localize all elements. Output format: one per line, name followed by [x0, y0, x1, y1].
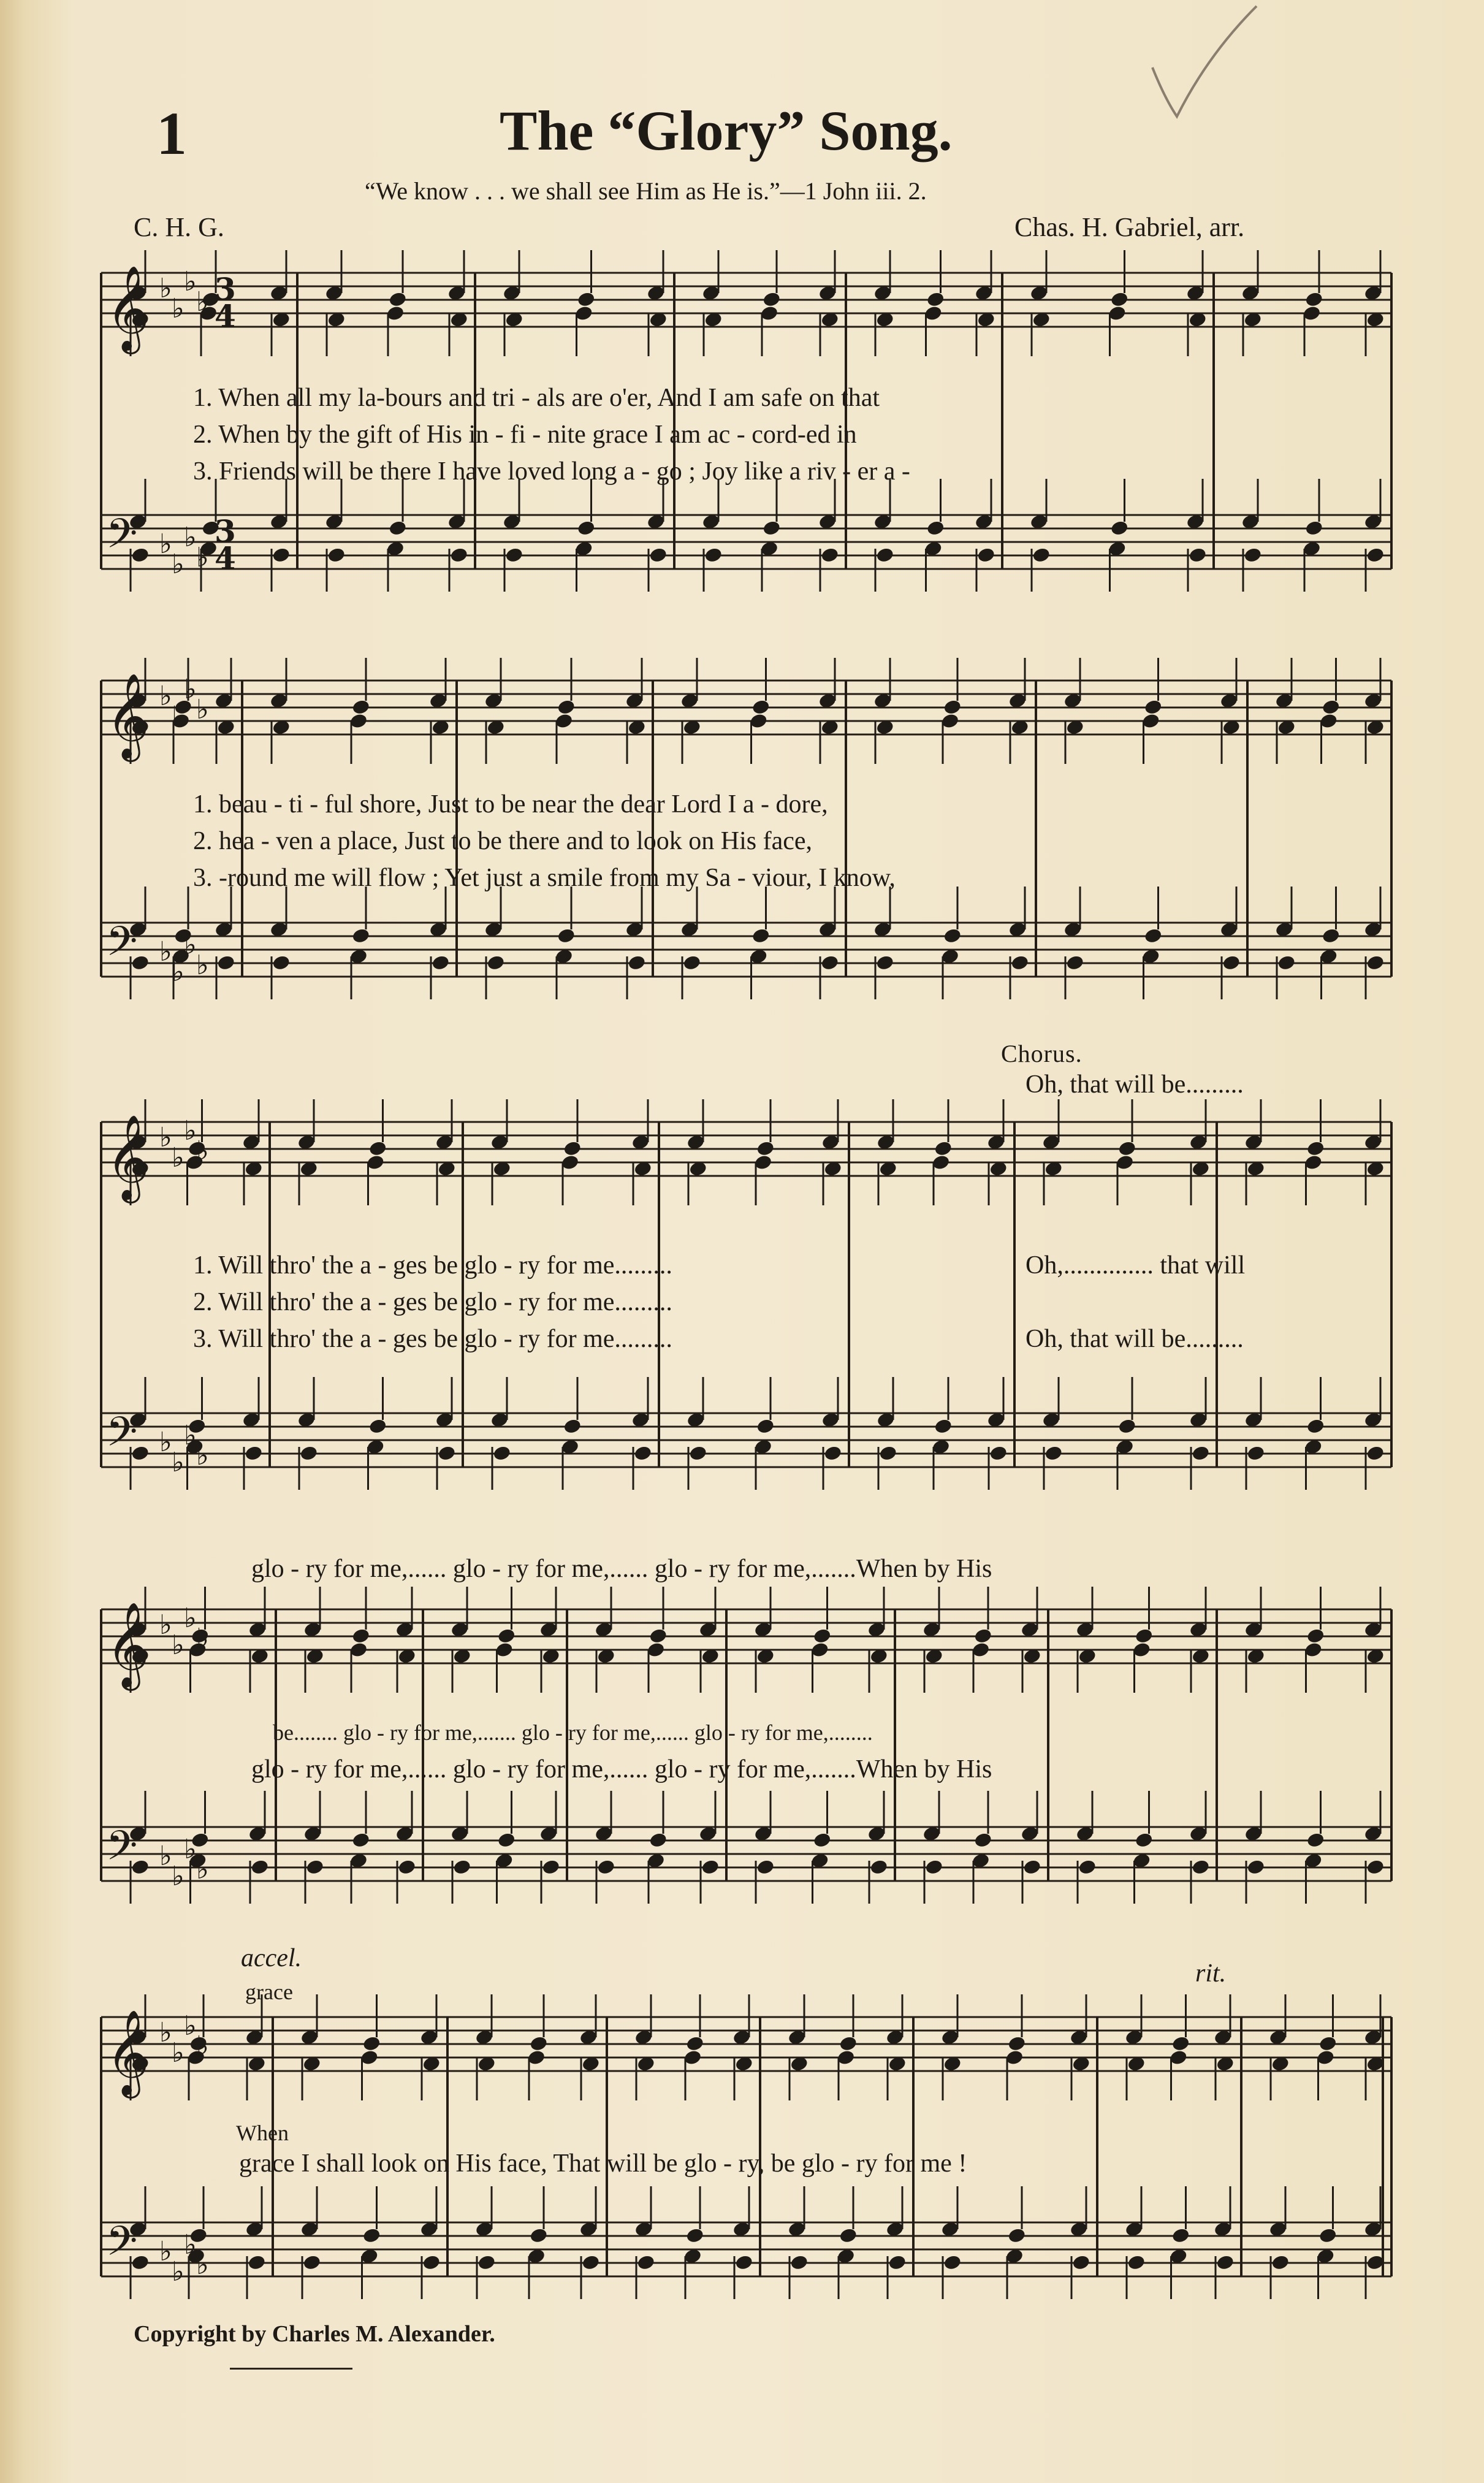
note-head: [1271, 2254, 1290, 2271]
note-head: [216, 954, 235, 971]
note-head: [934, 1140, 953, 1157]
rit-marking: rit.: [1195, 1959, 1227, 1988]
flat-icon: ♭: [159, 936, 172, 967]
note-head: [449, 546, 468, 563]
note-head: [685, 2227, 704, 2244]
flat-icon: ♭: [159, 681, 172, 712]
note-head: [839, 2227, 858, 2244]
note-head: [943, 927, 962, 944]
flat-icon: ♭: [196, 542, 209, 573]
note-head: [1366, 1858, 1385, 1875]
note-head: [596, 1858, 615, 1875]
bass-clef-icon: 𝄢: [106, 510, 138, 567]
flat-icon: ♭: [172, 1447, 185, 1478]
note-head: [875, 954, 894, 971]
note-head: [250, 1858, 269, 1875]
note-head: [1032, 546, 1051, 563]
time-signature: 3: [215, 271, 236, 307]
note-head: [1304, 519, 1323, 536]
note-head: [943, 2254, 962, 2271]
note-head: [1110, 291, 1129, 308]
note-head: [1144, 927, 1163, 944]
note-head: [756, 1417, 775, 1435]
treble-clef-icon: 𝄞: [106, 673, 150, 758]
note-head: [1110, 519, 1129, 536]
note-head: [1007, 2035, 1026, 2052]
note-head: [1071, 2254, 1090, 2271]
note-head: [869, 1858, 888, 1875]
flat-icon: ♭: [159, 1840, 172, 1872]
note-head: [577, 291, 596, 308]
note-head: [734, 2254, 753, 2271]
lyric-line: 3. Will thro' the a - ges be glo - ry for me.........: [193, 1325, 672, 1353]
note-head: [581, 2254, 600, 2271]
lyric-line: glo - ry for me,...... glo - ry for me,...... glo - ry for me,.......When by His: [251, 1555, 992, 1583]
note-head: [790, 2254, 809, 2271]
time-signature: 4: [215, 298, 236, 334]
note-head: [351, 927, 370, 944]
note-head: [633, 1444, 652, 1462]
bass-clef-icon: 𝄢: [106, 2218, 138, 2275]
treble-clef-icon: 𝄞: [106, 1602, 150, 1687]
lyric-line: glo - ry for me,...... glo - ry for me,...... glo - ry for me,.......When by His: [251, 1755, 992, 1783]
note-head: [1222, 954, 1241, 971]
flat-icon: ♭: [159, 2236, 172, 2267]
lyric-line: 2. hea - ven a place, Just to be there and to look on His face,: [193, 827, 812, 855]
note-head: [351, 1831, 370, 1848]
note-head: [497, 1831, 516, 1848]
note-head: [529, 2227, 548, 2244]
note-head: [839, 2035, 858, 2052]
note-head: [1117, 1140, 1136, 1157]
flat-icon: ♭: [184, 674, 197, 705]
note-head: [924, 1858, 943, 1875]
lyric-line: 1. Will thro' the a - ges be glo - ry for me.........: [193, 1251, 672, 1280]
hymn-title: The “Glory” Song.: [500, 99, 953, 162]
note-head: [813, 1831, 832, 1848]
note-head: [1366, 954, 1385, 971]
epigraph: “We know . . . we shall see Him as He is.”—1 John iii. 2.: [365, 177, 927, 205]
note-head: [504, 546, 523, 563]
flat-icon: ♭: [184, 2010, 197, 2042]
note-head: [368, 1417, 387, 1435]
flat-icon: ♭: [184, 1115, 197, 1146]
note-head: [762, 519, 781, 536]
note-head: [557, 927, 576, 944]
note-head: [875, 546, 894, 563]
note-head: [1171, 2227, 1190, 2244]
flat-icon: ♭: [184, 266, 197, 297]
note-head: [272, 546, 291, 563]
flat-icon: ♭: [184, 1420, 197, 1451]
note-head: [878, 1444, 897, 1462]
note-head: [934, 1417, 953, 1435]
treble-clef-icon: 𝄞: [106, 2010, 150, 2095]
note-head: [1065, 954, 1084, 971]
note-head: [529, 2035, 548, 2052]
note-head: [244, 1444, 263, 1462]
note-head: [682, 954, 701, 971]
note-head: [1022, 1858, 1041, 1875]
flat-icon: ♭: [196, 1854, 209, 1885]
flat-icon: ♭: [196, 2031, 209, 2062]
note-head: [973, 1627, 992, 1644]
accel-marking: accel.: [241, 1944, 302, 1972]
flat-icon: ♭: [184, 1834, 197, 1865]
note-head: [422, 2254, 441, 2271]
note-head: [649, 1831, 668, 1848]
flat-icon: ♭: [172, 1142, 185, 1173]
note-head: [327, 546, 346, 563]
note-head: [1191, 1444, 1210, 1462]
note-head: [1010, 954, 1029, 971]
lyric-line: 2. Will thro' the a - ges be glo - ry for me.........: [193, 1288, 672, 1316]
note-head: [926, 291, 945, 308]
note-head: [486, 954, 505, 971]
lyric-line: be........ glo - ry for me,....... glo - ry for me,...... glo - ry for me,........: [273, 1720, 873, 1745]
note-head: [989, 1444, 1008, 1462]
note-head: [437, 1444, 456, 1462]
note-head: [563, 1417, 582, 1435]
flat-icon: ♭: [172, 293, 185, 324]
note-head: [272, 954, 291, 971]
chorus-label: Chorus.: [1001, 1040, 1083, 1067]
flat-icon: ♭: [159, 1609, 172, 1641]
note-head: [976, 546, 995, 563]
treble-clef-icon: 𝄞: [106, 265, 150, 351]
note-head: [1243, 546, 1262, 563]
note-head: [820, 954, 839, 971]
flat-icon: ♭: [184, 1603, 197, 1634]
flat-icon: ♭: [196, 950, 209, 981]
flat-icon: ♭: [196, 1440, 209, 1471]
note-head: [685, 2035, 704, 2052]
note-head: [1318, 2227, 1338, 2244]
note-head: [1144, 698, 1163, 715]
note-head: [701, 1858, 720, 1875]
note-head: [1322, 698, 1341, 715]
note-head: [813, 1627, 832, 1644]
time-signature: 4: [215, 540, 236, 576]
note-head: [362, 2035, 381, 2052]
flat-icon: ♭: [196, 2249, 209, 2281]
flat-icon: ♭: [196, 694, 209, 725]
note-head: [577, 519, 596, 536]
note-head: [1007, 2227, 1026, 2244]
note-head: [1277, 954, 1296, 971]
note-head: [649, 546, 668, 563]
flat-icon: ♭: [172, 1630, 185, 1661]
note-head: [431, 954, 450, 971]
flat-icon: ♭: [172, 549, 185, 580]
flat-icon: ♭: [159, 1122, 172, 1153]
bass-clef-icon: 𝄢: [106, 918, 138, 975]
copyright-notice: Copyright by Charles M. Alexander.: [134, 2321, 495, 2347]
arranger-credit: Chas. H. Gabriel, arr.: [1014, 212, 1245, 242]
note-head: [762, 291, 781, 308]
flat-icon: ♭: [196, 1623, 209, 1654]
lyric-line: 3. Friends will be there I have loved long a - go ; Joy like a riv - er a -: [193, 457, 910, 486]
note-head: [756, 1858, 775, 1875]
note-head: [973, 1831, 992, 1848]
note-head: [477, 2254, 496, 2271]
flat-icon: ♭: [196, 286, 209, 318]
note-head: [452, 1858, 471, 1875]
note-head: [388, 291, 407, 308]
note-head: [704, 546, 723, 563]
note-head: [302, 2254, 321, 2271]
note-head: [497, 1627, 516, 1644]
divider: [230, 2368, 352, 2370]
time-signature: 3: [215, 513, 236, 549]
composer-initials: C. H. G.: [134, 212, 224, 242]
flat-icon: ♭: [159, 273, 172, 304]
lyric-line: 1. beau - ti - ful shore, Just to be near the dear Lord I a - dore,: [193, 790, 828, 818]
note-head: [1135, 1831, 1154, 1848]
note-head: [1318, 2035, 1338, 2052]
note-head: [649, 1627, 668, 1644]
chorus-lyric-top: Oh, that will be.........: [1025, 1070, 1244, 1099]
note-head: [1306, 1140, 1325, 1157]
note-head: [636, 2254, 655, 2271]
note-head: [823, 1444, 842, 1462]
lyric-line: When: [236, 2121, 289, 2145]
bass-clef-icon: 𝄢: [106, 1408, 138, 1465]
flat-icon: ♭: [184, 2229, 197, 2260]
lyric-line: grace: [245, 1980, 293, 2004]
flat-icon: ♭: [172, 1861, 185, 1892]
treble-clef-icon: 𝄞: [106, 1115, 150, 1200]
lyric-line: 1. When all my la-bours and tri - als are o'er, And I am safe on that: [193, 384, 880, 412]
flat-icon: ♭: [184, 929, 197, 961]
flat-icon: ♭: [172, 2256, 185, 2287]
note-head: [557, 698, 576, 715]
bass-clef-icon: 𝄢: [106, 1822, 138, 1879]
note-head: [1127, 2254, 1146, 2271]
note-head: [1135, 1627, 1154, 1644]
flat-icon: ♭: [159, 528, 172, 560]
note-head: [1306, 1417, 1325, 1435]
note-head: [492, 1444, 511, 1462]
note-head: [1216, 2254, 1235, 2271]
note-head: [1246, 1858, 1265, 1875]
lyric-line: 3. -round me will flow ; Yet just a smile from my Sa - viour, I know,: [193, 864, 896, 892]
lyric-line: 2. When by the gift of His in - fi - nite grace I am ac - cord-ed in: [193, 421, 857, 449]
note-head: [1117, 1417, 1136, 1435]
flat-icon: ♭: [196, 1135, 209, 1167]
note-head: [627, 954, 646, 971]
note-head: [1366, 546, 1385, 563]
flat-icon: ♭: [172, 2037, 185, 2069]
note-head: [1306, 1627, 1325, 1644]
note-head: [1306, 1831, 1325, 1848]
note-head: [756, 1140, 775, 1157]
flat-icon: ♭: [159, 2017, 172, 2048]
note-head: [1322, 927, 1341, 944]
note-head: [1188, 546, 1207, 563]
lyric-line: grace I shall look on His face, That will be glo - ry, be glo - ry for me !: [239, 2149, 967, 2178]
note-head: [1246, 1444, 1265, 1462]
note-head: [368, 1140, 387, 1157]
note-head: [351, 1627, 370, 1644]
note-head: [888, 2254, 907, 2271]
note-head: [563, 1140, 582, 1157]
note-head: [1304, 291, 1323, 308]
note-head: [943, 698, 962, 715]
note-head: [1191, 1858, 1210, 1875]
note-head: [752, 927, 771, 944]
chorus-lyric-mid: Oh,.............. that will: [1025, 1251, 1246, 1280]
note-head: [1171, 2035, 1190, 2052]
note-head: [247, 2254, 266, 2271]
note-head: [305, 1858, 324, 1875]
flat-icon: ♭: [172, 956, 185, 988]
note-head: [299, 1444, 318, 1462]
note-head: [1078, 1858, 1097, 1875]
note-head: [820, 546, 839, 563]
flat-icon: ♭: [159, 1427, 172, 1458]
flat-icon: ♭: [184, 522, 197, 553]
note-head: [388, 519, 407, 536]
note-head: [752, 698, 771, 715]
note-head: [362, 2227, 381, 2244]
note-head: [397, 1858, 416, 1875]
flat-icon: ♭: [172, 701, 185, 732]
note-head: [926, 519, 945, 536]
chorus-lyric-bottom: Oh, that will be.........: [1025, 1325, 1244, 1353]
note-head: [351, 698, 370, 715]
hymn-number: 1: [156, 99, 187, 167]
note-head: [1044, 1444, 1063, 1462]
note-head: [1366, 1444, 1385, 1462]
note-head: [541, 1858, 560, 1875]
note-head: [688, 1444, 707, 1462]
